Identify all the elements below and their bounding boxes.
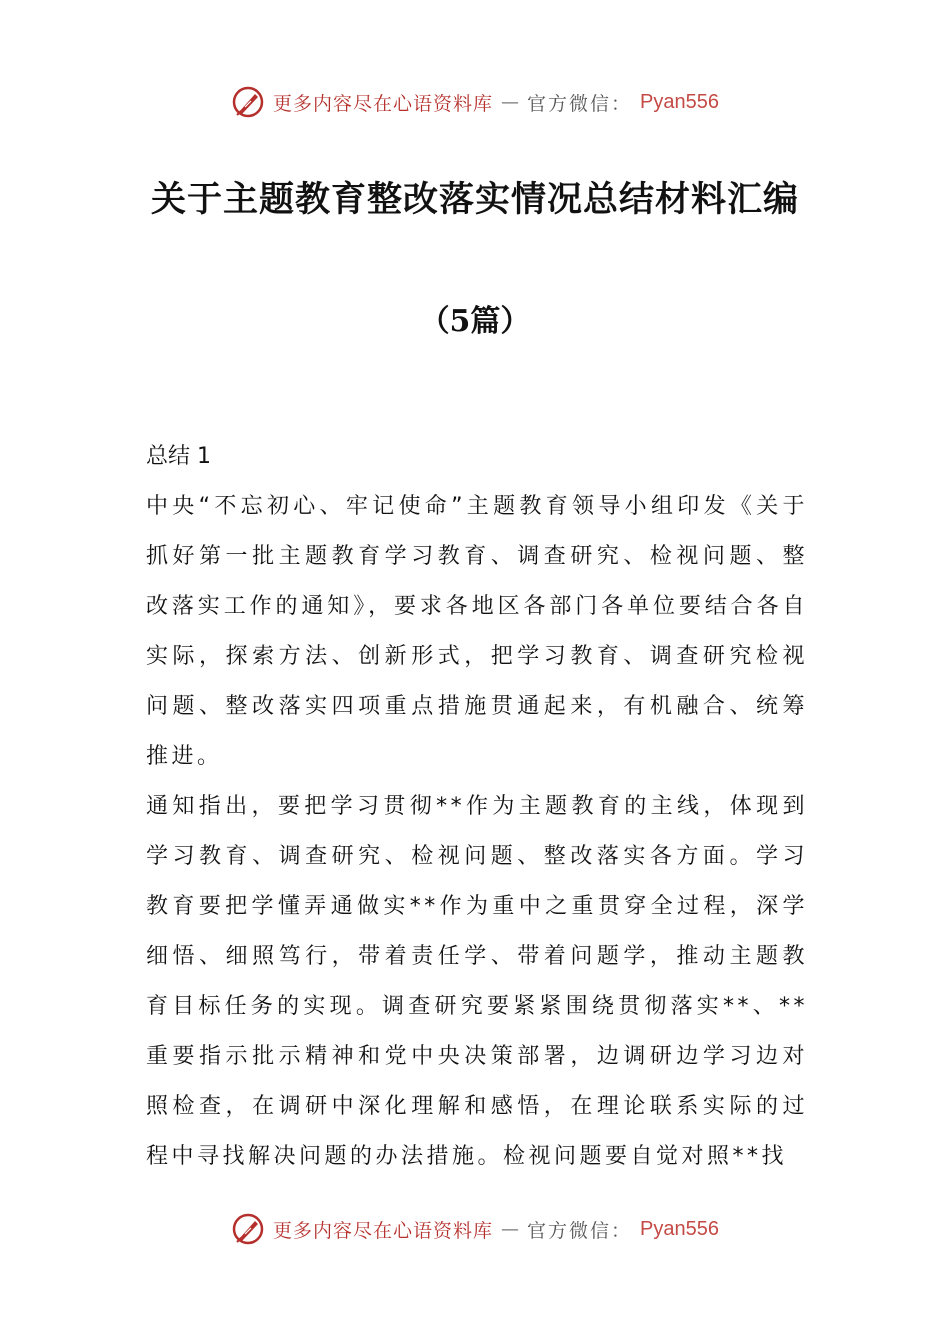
header-dash: — — [501, 91, 520, 113]
quill-logo-icon — [231, 1212, 265, 1246]
footer-brand-text: 更多内容尽在心语资料库 — [273, 1219, 494, 1242]
header-wechat-id: Pyan556 — [640, 90, 719, 113]
document-body — [146, 432, 808, 1172]
header-wechat-label: 官方微信： — [527, 92, 633, 115]
header-brand-text: 更多内容尽在心语资料库 — [273, 92, 494, 115]
quill-logo-icon — [231, 85, 265, 119]
header-watermark — [0, 82, 950, 122]
document-title: 关于主题教育整改落实情况总结材料汇编 — [150, 179, 799, 220]
document-subtitle: （5篇） — [419, 304, 531, 339]
body-paragraph-1: 中央“不忘初心、牢记使命”主题教育领导小组印发《关于抓好第一批主题教育学习教育、调查研究、检视问题、整改落实工作的通知》，要求各地区各部门各单位要结合各自实际，探索方法、创新形式，把学习教育、调查研究检视问题、整改落实四项重点措施贯通起来，有机融合、统筹推进。 — [146, 494, 808, 769]
section-heading: 总结 1 — [146, 444, 211, 469]
footer-wechat-id: Pyan556 — [640, 1217, 719, 1240]
footer-watermark — [0, 1209, 950, 1249]
body-paragraph-2: 通知指出，要把学习贯彻**作为主题教育的主线，体现到学习教育、调查研究、检视问题、整改落实各方面。学习教育要把学懂弄通做实**作为重中之重贯穿全过程，深学细悟、细照笃行，带着责任学、带着问题学，推动主题教育目标任务的实现。调查研究要紧紧围绕贯彻落实**、**重要指示批示精神和党中央决策部署，边调研边学习边对照检查，在调研中深化理解和感悟，在理论联系实际的过程中寻找解决问题的办法措施。检视问题要自觉对照**找 — [146, 794, 808, 1169]
footer-dash: — — [501, 1218, 520, 1240]
footer-wechat-label: 官方微信： — [527, 1219, 633, 1242]
